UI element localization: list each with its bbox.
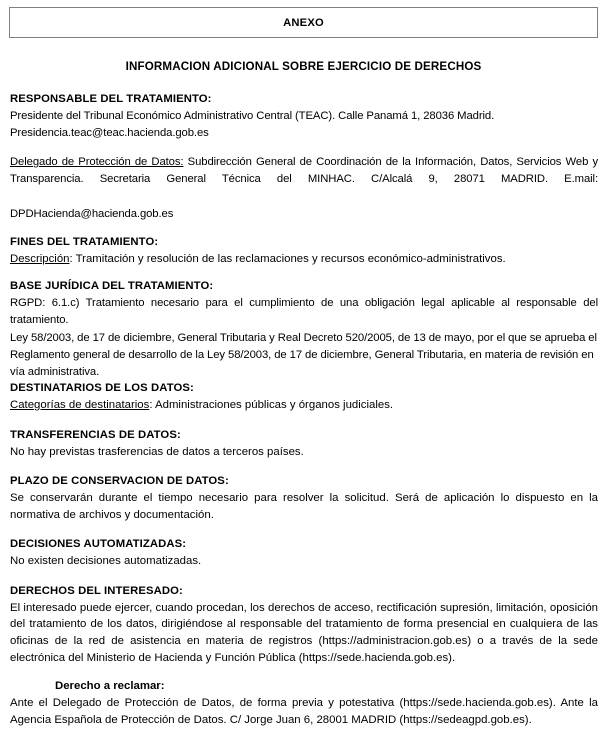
section-heading-decisiones: DECISIONES AUTOMATIZADAS: bbox=[10, 538, 187, 551]
base-juridica-rgpd: RGPD: 6.1.c) Tratamiento necesario para el cumplimiento de una obligación legal aplicable al responsable del tratamiento. bbox=[10, 297, 598, 327]
fines-label: Descripción bbox=[10, 252, 70, 265]
page-title: INFORMACION ADICIONAL SOBRE EJERCICIO DE DERECHOS bbox=[125, 60, 482, 73]
section-heading-transferencias: TRANSFERENCIAS DE DATOS: bbox=[10, 428, 181, 441]
spacer bbox=[10, 267, 598, 279]
reclamar-text-part-3: ). bbox=[524, 714, 532, 727]
administracion-url: https://administracion.gob.es bbox=[322, 635, 468, 648]
derechos-text-part-3: ). bbox=[448, 651, 456, 664]
reclamar-body bbox=[10, 695, 598, 729]
derechos-body bbox=[10, 600, 598, 667]
spacer bbox=[10, 460, 598, 474]
anexo-label: ANEXO bbox=[283, 16, 324, 29]
spacer bbox=[10, 570, 598, 584]
section-heading-derechos: DERECHOS DEL INTERESADO: bbox=[10, 584, 183, 597]
delegado-paragraph bbox=[10, 154, 598, 205]
delegado-body: Subdirección General de Coordinación de la Información, Datos, Servicios Web y Transparencia. Secretaria General Técnica del MINHAC. C/Alcalá 9, 28071 MADRID. E.mail: bbox=[10, 156, 599, 186]
spacer bbox=[10, 142, 598, 154]
derechos-text-part-2: ) o a través de la sede electrónica del Ministerio de Hacienda y Función Pública ( bbox=[10, 635, 598, 664]
delegado-label: Delegado de Protección de Datos: bbox=[10, 156, 184, 169]
section-heading-plazo: PLAZO DE CONSERVACION DE DATOS: bbox=[10, 475, 229, 488]
destinatarios-body: : Administraciones públicas y órganos judiciales. bbox=[149, 398, 394, 411]
section-heading-fines: FINES DEL TRATAMIENTO: bbox=[10, 235, 159, 248]
transferencias-body: No hay previstas trasferencias de datos a terceros países. bbox=[10, 445, 304, 458]
spacer bbox=[10, 523, 598, 537]
responsable-line-1: Presidente del Tribunal Económico Administrativo Central (TEAC). Calle Panamá 1, 28036 Madrid. bbox=[10, 109, 495, 122]
subsection-heading-reclamar: Derecho a reclamar: bbox=[55, 680, 165, 693]
responsable-email: Presidencia.teac@teac.hacienda.gob.es bbox=[10, 127, 209, 140]
spacer bbox=[10, 223, 598, 235]
destinatarios-paragraph bbox=[10, 397, 598, 414]
delegado-email: DPDHacienda@hacienda.gob.es bbox=[10, 207, 174, 220]
section-heading-responsable: RESPONSABLE DEL TRATAMIENTO: bbox=[10, 93, 212, 105]
anexo-header-box bbox=[9, 7, 598, 38]
spacer bbox=[10, 666, 598, 678]
spacer bbox=[10, 414, 598, 428]
plazo-body: Se conservarán durante el tiempo necesario para resolver la solicitud. Será de aplicación lo dispuesto en la normativa de archivos y documentación. bbox=[10, 492, 598, 521]
sede-hacienda-url: https://sede.hacienda.gob.es bbox=[302, 651, 449, 664]
section-heading-destinatarios: DESTINATARIOS DE LOS DATOS: bbox=[10, 382, 194, 395]
document-body bbox=[10, 92, 598, 729]
reclamar-text-part-2: ). Ante la Agencia Española de Protección de Datos. C/ Jorge Juan 6, 28001 MADRID ( bbox=[10, 696, 598, 727]
fines-body: : Tramitación y resolución de las reclamaciones y recursos económico-administrativos. bbox=[69, 252, 506, 265]
derechos-text-part-1: El interesado puede ejercer, cuando procedan, los derechos de acceso, rectificación supresión, limitación, oposición del tratamiento de los datos, dirigiéndose al responsable del tratamiento de forma presencial en cualquiera de las oficinas de la red de asistencia en materia de registros ( bbox=[10, 601, 598, 648]
base-juridica-ley: Ley 58/2003, de 17 de diciembre, General Tributaria y Real Decreto 520/2005, de 13 de mayo, por el que se aprueba el Reglamento general de desarrollo de la Ley 58/2003, de 17 de diciembre, General Tributaria, en materia de revisión en vía administrativa. bbox=[10, 331, 597, 378]
reclamar-sede-hacienda-url: https://sede.hacienda.gob.es bbox=[403, 696, 549, 709]
decisiones-body: No existen decisiones automatizadas. bbox=[10, 555, 202, 568]
section-heading-base-juridica: BASE JURÍDICA DEL TRATAMIENTO: bbox=[10, 280, 214, 293]
sedeagpd-url: https://sedeagpd.gob.es bbox=[403, 714, 525, 727]
destinatarios-label: Categorías de destinatarios bbox=[10, 398, 150, 411]
reclamar-text-part-1: Ante el Delegado de Protección de Datos, de forma previa y potestativa ( bbox=[10, 696, 404, 709]
fines-paragraph bbox=[10, 251, 598, 268]
